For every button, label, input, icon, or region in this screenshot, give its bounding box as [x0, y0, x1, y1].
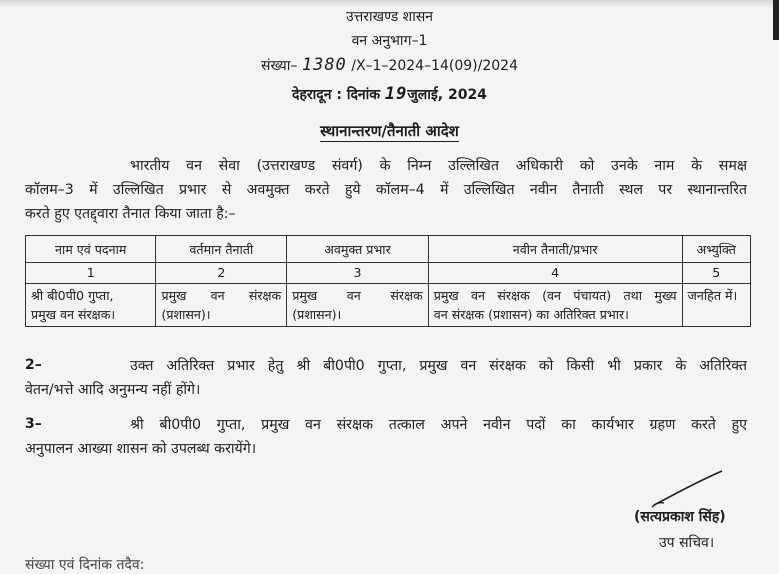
intro-paragraph	[25, 154, 747, 226]
date-suffix: जुलाई, 2024	[407, 87, 487, 103]
table-header: अवमुक्त प्रभार	[287, 236, 428, 263]
intro-line-3: करते हुए एतद्द्वारा तैनात किया जाता है:–	[25, 206, 236, 222]
place-date-prefix: देहरादून : दिनांक	[292, 87, 381, 103]
para2-line-1: उक्त अतिरिक्त प्रभार हेतु श्री बी0पी0 गुप्ता, प्रमुख वन संरक्षक को किसी भी प्रकार के अतिरिक्त	[130, 358, 747, 374]
table-header: नाम एवं पदनाम	[26, 236, 156, 263]
para3-number: 3–	[25, 416, 42, 432]
table-row	[26, 284, 751, 327]
table-number-row	[26, 263, 751, 284]
para3	[25, 413, 747, 461]
cell-relieved-charge: प्रमुख वन संरक्षक (प्रशासन)।	[287, 284, 428, 327]
letter-number	[0, 55, 779, 75]
para2-number: 2–	[25, 357, 42, 373]
table-header: अभ्युक्ति	[682, 236, 750, 263]
column-number: 5	[682, 263, 750, 284]
column-number: 1	[26, 263, 156, 284]
para2-line-2: वेतन/भत्ते आदि अनुमन्य नहीं होंगे।	[25, 382, 201, 398]
table-header-row	[26, 236, 751, 263]
cell-current-posting: प्रमुख वन संरक्षक (प्रशासन)।	[156, 284, 287, 327]
para2	[25, 354, 747, 402]
signatory-designation: उप सचिव।	[659, 535, 715, 551]
cell-new-posting: प्रमुख वन संरक्षक (वन पंचायत) तथा मुख्य वन संरक्षक (प्रशासन) का अतिरिक्त प्रभार।	[428, 284, 682, 327]
table-header: नवीन तैनाती/प्रभार	[428, 236, 682, 263]
column-number: 4	[428, 263, 682, 284]
para3-line-2: अनुपालन आख्या शासन को उपलब्ध करायेंगे।	[25, 441, 257, 457]
signatory-name: (सत्यप्रकाश सिंह)	[634, 509, 726, 525]
column-number: 3	[287, 263, 428, 284]
cell-remarks: जनहित में।	[682, 284, 750, 327]
number-handwritten: 1380	[301, 55, 347, 75]
footer-cut-text: संख्या एवं दिनांक तदैव:	[25, 557, 145, 573]
section-heading: वन अनुभाग–1	[351, 33, 428, 49]
number-prefix: संख्या–	[260, 58, 298, 74]
transfer-table	[25, 235, 751, 327]
intro-line-2: कॉलम–3 में उल्लिखित प्रभार से अवमुक्त करते हुये कॉलम–4 में उल्लिखित नवीन तैनाती स्थल पर स्थानान्तरित	[25, 182, 747, 198]
date-handwritten: 19	[384, 84, 408, 104]
intro-line-1: भारतीय वन सेवा (उत्तराखण्ड संवर्ग) के निम्न उल्लिखित अधिकारी को उनके नाम के समक्ष	[130, 158, 747, 174]
number-suffix: /X–1–2024–14(09)/2024	[351, 58, 518, 74]
order-title: स्थानान्तरण/तैनाती आदेश	[320, 122, 459, 140]
table-header: वर्तमान तैनाती	[156, 236, 287, 263]
signature-mark	[650, 467, 730, 509]
place-date	[0, 84, 779, 104]
column-number: 2	[156, 263, 287, 284]
cell-name: श्री बी0पी0 गुप्ता, प्रमुख वन संरक्षक।	[26, 284, 156, 327]
government-heading: उत्तराखण्ड शासन	[345, 9, 434, 25]
para3-line-1: श्री बी0पी0 गुप्ता, प्रमुख वन संरक्षक तत्काल अपने नवीन पदों का कार्यभार ग्रहण करते हुए	[130, 417, 747, 433]
